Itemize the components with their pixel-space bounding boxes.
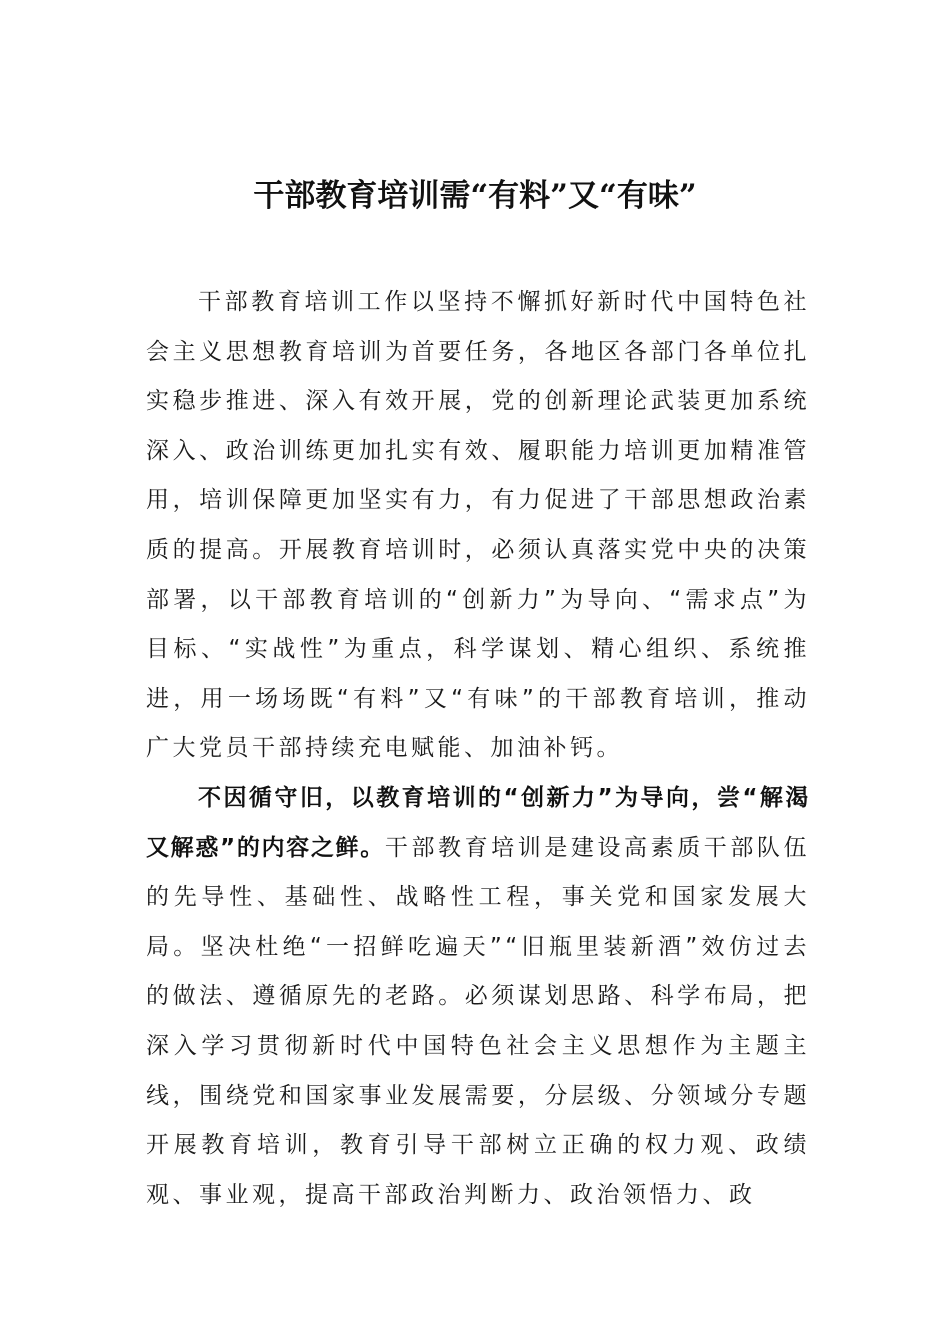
paragraph-1: 干部教育培训工作以坚持不懈抓好新时代中国特色社会主义思想教育培训为首要任务，各地区各部门各单位扎实稳步推进、深入有效开展，党的创新理论武装更加系统深入、政治训练更加扎实有效、履职能力培训更加精准管用，培训保障更加坚实有力，有力促进了干部思想政治素质的提高。开展教育培训时，必须认真落实党中央的决策部署，以干部教育培训的“创新力”为导向、“需求点”为目标、“实战性”为重点，科学谋划、精心组织、系统推进，用一场场既“有料”又“有味”的干部教育培训，推动广大党员干部持续充电赋能、加油补钙。 (146, 289, 810, 762)
paragraph-2 (146, 774, 810, 1220)
paragraph-2-body: 干部教育培训是建设高素质干部队伍的先导性、基础性、战略性工程，事关党和国家发展大局。坚决杜绝“一招鲜吃遍天”“旧瓶里装新酒”效仿过去的做法、遵循原先的老路。必须谋划思路、科学布局，把深入学习贯彻新时代中国特色社会主义思想作为主题主线，围绕党和国家事业发展需要，分层级、分领域分专题开展教育培训，教育引导干部树立正确的权力观、政绩观、事业观，提高干部政治判断力、政治领悟力、政 (146, 834, 811, 1208)
paragraph-2-lead: 不因循守旧，以教育培训的“创新力”为导向，尝“解渴又解惑”的内容之鲜。 (146, 785, 810, 861)
document-title: 干部教育培训需“有料”又“有味” (253, 178, 697, 214)
